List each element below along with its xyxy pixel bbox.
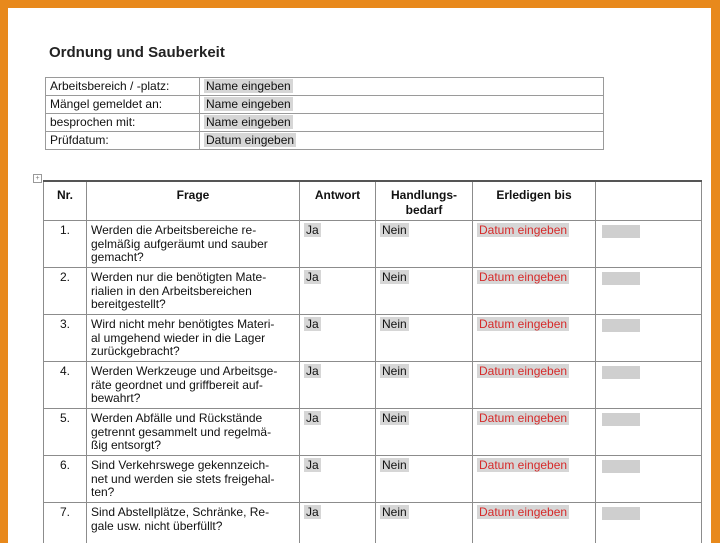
header-erledigen: Erledigen bis	[473, 181, 596, 221]
row-number: 7.	[44, 503, 87, 543]
extra-field[interactable]	[602, 460, 640, 473]
row-question: Werden die Arbeitsbereiche re- gelmäßig aufgeräumt und sauber gemacht?	[87, 221, 300, 268]
header-antwort: Antwort	[300, 181, 376, 221]
info-row	[46, 96, 604, 114]
action-required-field[interactable]: Nein	[382, 458, 407, 472]
row-number: 4.	[44, 362, 87, 409]
document-page	[8, 8, 711, 543]
row-question: Werden nur die benötigten Mate- rialien in den Arbeitsbereichen bereitgestellt?	[87, 268, 300, 315]
page-title: Ordnung und Sauberkeit	[49, 44, 225, 61]
answer-field[interactable]: Ja	[306, 223, 319, 237]
info-row	[46, 114, 604, 132]
info-label: Prüfdatum:	[46, 132, 200, 150]
table-row	[44, 221, 702, 268]
action-required-field[interactable]: Nein	[382, 411, 407, 425]
due-date-field[interactable]: Datum eingeben	[479, 411, 568, 425]
table-move-handle-icon[interactable]: +	[33, 174, 42, 183]
extra-field[interactable]	[602, 225, 640, 238]
row-number: 6.	[44, 456, 87, 503]
extra-field[interactable]	[602, 413, 640, 426]
table-row	[44, 456, 702, 503]
table-row	[44, 409, 702, 456]
row-question: Wird nicht mehr benötigtes Materi- al umgehend wieder in die Lager zurückgebracht?	[87, 315, 300, 362]
info-label: besprochen mit:	[46, 114, 200, 132]
answer-field[interactable]: Ja	[306, 505, 319, 519]
due-date-field[interactable]: Datum eingeben	[479, 364, 568, 378]
action-required-field[interactable]: Nein	[382, 505, 407, 519]
info-field[interactable]: Name eingeben	[206, 115, 291, 129]
header-row	[44, 181, 702, 221]
row-question: Sind Abstellplätze, Schränke, Re- gale usw. nicht überfüllt?	[87, 503, 300, 543]
extra-field[interactable]	[602, 319, 640, 332]
row-question: Werden Abfälle und Rückstände getrennt gesammelt und regelmä- ßig entsorgt?	[87, 409, 300, 456]
table-row	[44, 268, 702, 315]
row-question: Sind Verkehrswege gekennzeich- net und werden sie stets freigehal- ten?	[87, 456, 300, 503]
due-date-field[interactable]: Datum eingeben	[479, 223, 568, 237]
extra-field[interactable]	[602, 366, 640, 379]
extra-field[interactable]	[602, 507, 640, 520]
action-required-field[interactable]: Nein	[382, 270, 407, 284]
due-date-field[interactable]: Datum eingeben	[479, 270, 568, 284]
answer-field[interactable]: Ja	[306, 317, 319, 331]
info-row	[46, 78, 604, 96]
answer-field[interactable]: Ja	[306, 364, 319, 378]
row-number: 2.	[44, 268, 87, 315]
info-field[interactable]: Name eingeben	[206, 97, 291, 111]
due-date-field[interactable]: Datum eingeben	[479, 317, 568, 331]
table-row	[44, 315, 702, 362]
row-number: 5.	[44, 409, 87, 456]
extra-field[interactable]	[602, 272, 640, 285]
info-label: Mängel gemeldet an:	[46, 96, 200, 114]
answer-field[interactable]: Ja	[306, 270, 319, 284]
row-number: 1.	[44, 221, 87, 268]
info-row	[46, 132, 604, 150]
info-table	[45, 77, 604, 150]
header-nr: Nr.	[44, 181, 87, 221]
answer-field[interactable]: Ja	[306, 458, 319, 472]
header-handlungsbedarf: Handlungs- bedarf	[376, 181, 473, 221]
row-number: 3.	[44, 315, 87, 362]
info-field[interactable]: Datum eingeben	[206, 133, 295, 147]
header-extra	[596, 181, 702, 221]
action-required-field[interactable]: Nein	[382, 317, 407, 331]
action-required-field[interactable]: Nein	[382, 223, 407, 237]
table-row	[44, 362, 702, 409]
checklist-table	[43, 180, 702, 543]
info-field[interactable]: Name eingeben	[206, 79, 291, 93]
row-question: Werden Werkzeuge und Arbeitsge- räte geordnet und griffbereit auf- bewahrt?	[87, 362, 300, 409]
header-frage: Frage	[87, 181, 300, 221]
due-date-field[interactable]: Datum eingeben	[479, 458, 568, 472]
action-required-field[interactable]: Nein	[382, 364, 407, 378]
due-date-field[interactable]: Datum eingeben	[479, 505, 568, 519]
info-label: Arbeitsbereich / -platz:	[46, 78, 200, 96]
answer-field[interactable]: Ja	[306, 411, 319, 425]
table-row	[44, 503, 702, 543]
